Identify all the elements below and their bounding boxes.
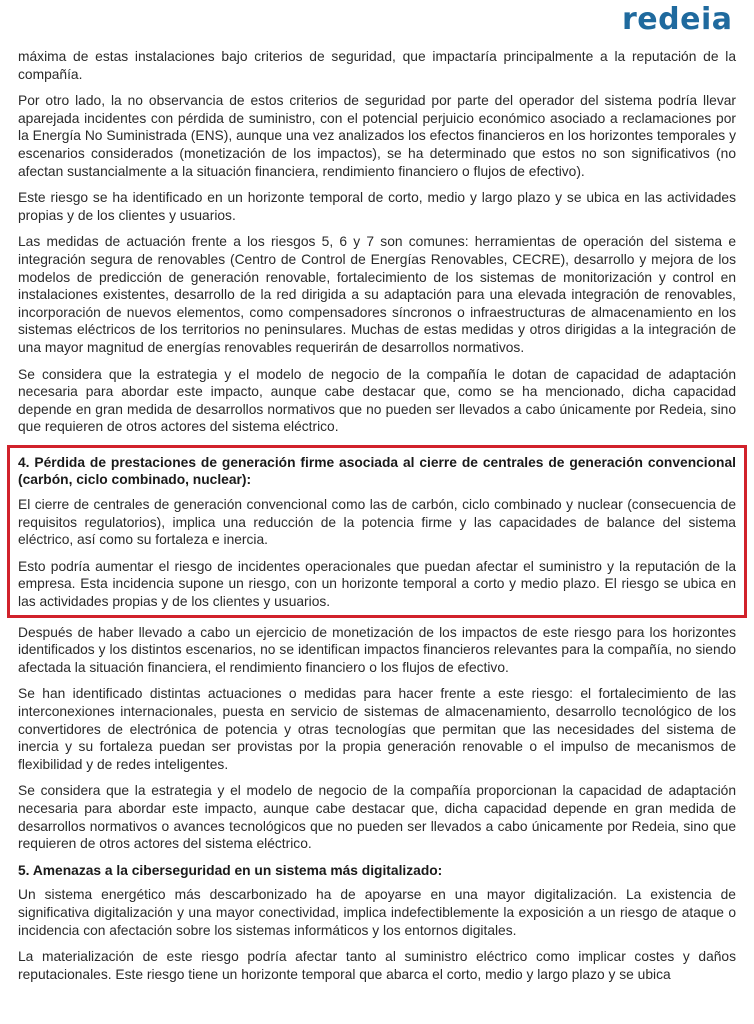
document-body <box>18 48 736 992</box>
redeia-logo: redeia <box>622 2 733 37</box>
risk-4-paragraph: El cierre de centrales de generación convencional como las de carbón, ciclo combinado y nuclear (consecuencia de requisitos regulatorios), implica una reducción de la potencia firme y las capacidades de balance del sistema eléctrico, así como su fortaleza e inercia. <box>18 497 736 548</box>
paragraph: Después de haber llevado a cabo un ejercicio de monetización de los impactos de este riesgo para los horizontes identificados y los distintos escenarios, no se identifican impactos financieros relevantes para la compañía, no siendo afectada la situación financiera, el rendimiento financiero o los flujos de efectivo. <box>18 624 736 675</box>
highlighted-risk-box <box>7 445 747 618</box>
risk-4-title: 4. Pérdida de prestaciones de generación firme asociada al cierre de centrales de generación convencional (carbón, ciclo combinado, nuclear): <box>18 454 736 488</box>
paragraph: Este riesgo se ha identificado en un horizonte temporal de corto, medio y largo plazo y se ubica en las actividades propias y de los clientes y usuarios. <box>18 190 736 223</box>
risk-5-paragraph: La materialización de este riesgo podría afectar tanto al suministro eléctrico como implicar costes y daños reputacionales. Este riesgo tiene un horizonte temporal que abarca el corto, medio y largo plazo y se ubica <box>18 949 736 982</box>
paragraph: Se considera que la estrategia y el modelo de negocio de la compañía le dotan de capacidad de adaptación necesaria para abordar este impacto, aunque cabe destacar que, como se ha mencionado, dicha capacidad depende en gran medida de desarrollos normativos que no pueden ser llevados a cabo únicamente por Redeia, sino que requieren de otros actores del sistema eléctrico. <box>18 366 736 435</box>
risk-4-paragraph: Esto podría aumentar el riesgo de incidentes operacionales que puedan afectar el suministro y la reputación de la empresa. Esta incidencia supone un riesgo, con un horizonte temporal a corto y medio plazo. El riesgo se ubica en las actividades propias y de los clientes y usuarios. <box>18 558 736 610</box>
paragraph: Las medidas de actuación frente a los riesgos 5, 6 y 7 son comunes: herramientas de operación del sistema e integración segura de renovables (Centro de Control de Energías Renovables, CECRE), desarrollo y mejora de los modelos de predicción de generación renovable, fortalecimiento de los sistemas de monitorización y control en instalaciones existentes, desarrollo de la red dirigida a su adaptación para una elevada integración de renovables, incorporación de nuevos elementos, como compensadores síncronos o infraestructuras de almacenamiento en los sistemas eléctricos de los territorios no peninsulares. Muchas de estas medidas y otros dirigidas a la integración de una mayor magnitud de energías renovables requerirán de desarrollos normativos. <box>18 234 736 355</box>
paragraph: máxima de estas instalaciones bajo criterios de seguridad, que impactaría principalmente a la reputación de la compañía. <box>18 49 736 82</box>
paragraph: Por otro lado, la no observancia de estos criterios de seguridad por parte del operador del sistema podría llevar aparejada incidentes con pérdida de suministro, con el potencial perjuicio económico asociado a reclamaciones por la Energía No Suministrada (ENS), aunque una vez analizados los efectos financieros en los horizontes temporales y escenarios considerados (monetización de los impactos), se ha determinado que estos no son significativos (no afectan sustancialmente a la situación financiera, rendimiento financiero o flujos de efectivo). <box>18 93 736 179</box>
risk-5-title: 5. Amenazas a la ciberseguridad en un sistema más digitalizado: <box>18 862 443 878</box>
risk-5-paragraph: Un sistema energético más descarbonizado ha de apoyarse en una mayor digitalización. La existencia de significativa digitalización y una mayor conectividad, implica indefectiblemente la exposición a un riesgo de ataque o incidencia con afectación sobre los sistemas informáticos y los entornos digitales. <box>18 887 736 938</box>
paragraph: Se considera que la estrategia y el modelo de negocio de la compañía proporcionan la capacidad de adaptación necesaria para abordar este impacto, aunque cabe destacar que, dicha capacidad depende en gran medida de desarrollos normativos o avances tecnológicos que no pueden ser llevados a cabo únicamente por Redeia, sino que requieren de otros actores del sistema eléctrico. <box>18 783 736 852</box>
paragraph: Se han identificado distintas actuaciones o medidas para hacer frente a este riesgo: el fortalecimiento de las interconexiones internacionales, puesta en servicio de sistemas de almacenamiento, desarrollo tecnológico de los convertidores de electrónica de potencia y otras tecnologías que permitan que las necesidades del sistema de inercia y su fortaleza puedan ser provistas por la propia generación renovable o el impulso de mecanismos de flexibilidad y de redes inteligentes. <box>18 686 736 772</box>
